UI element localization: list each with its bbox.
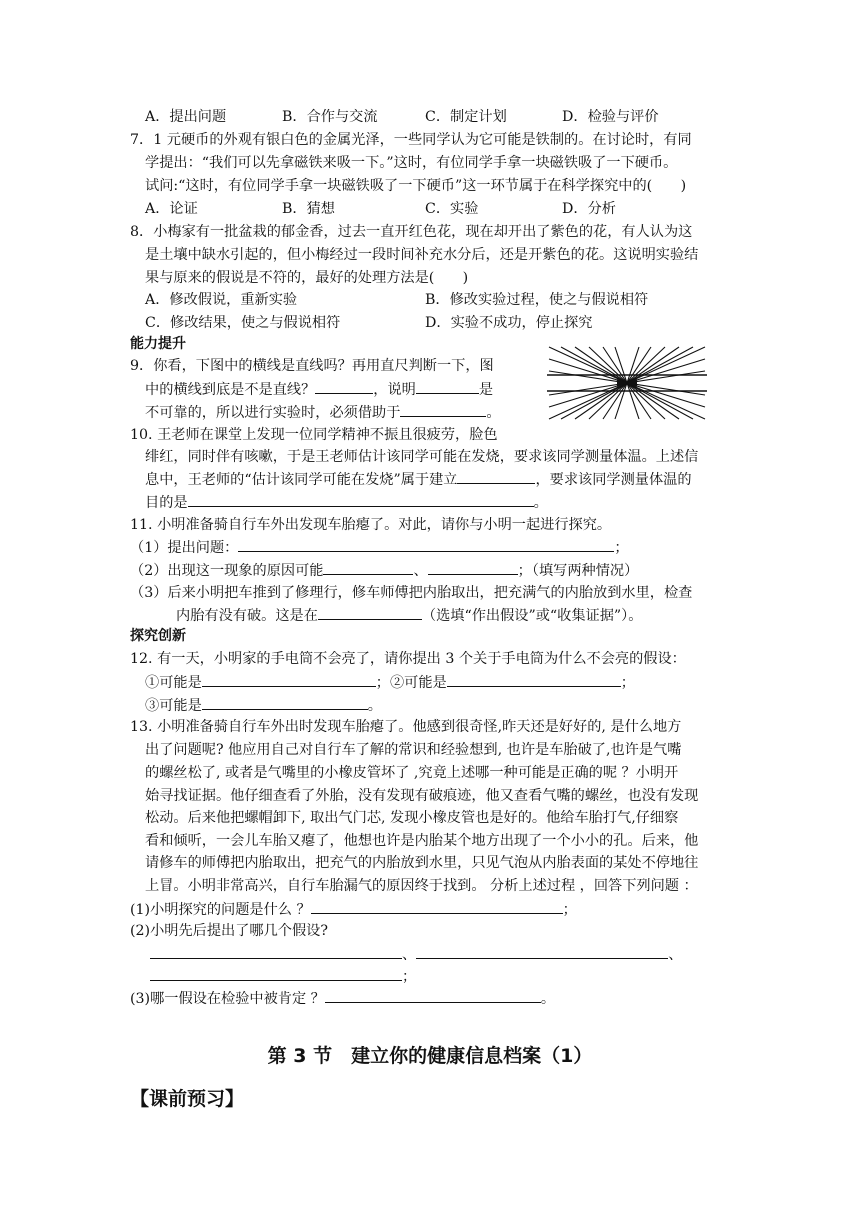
q11-blank-1[interactable] (238, 537, 614, 552)
q10-line3-text-b: ，要求该同学测量体温的 (535, 472, 692, 488)
q11-sub1-end: ； (614, 540, 629, 556)
q13-text-line-4: 始寻找证据。他仔细查看了外胎，没有发现有破痕迹，他又查看气嘴的螺丝，也没有发现 (145, 788, 699, 804)
q13-a1-end: ； (562, 902, 577, 918)
section-heading-explore: 探究创新 (130, 628, 186, 644)
q8-text-line-2: 是土壤中缺水引起的，但小梅经过一段时间补充水分后，还是开紫色的花。这说明实验结 (145, 247, 699, 263)
q9-text-line-2 (145, 379, 493, 400)
q11-sub-1 (130, 537, 629, 558)
q9-line2-text-c: 是 (478, 382, 494, 398)
q10-line4-text-a: 目的是 (145, 495, 188, 511)
q8-text-line-1: 8．小梅家有一批盆栽的郁金香，过去一直开红色花，现在却开出了紫色的花，有人认为这 (130, 224, 693, 240)
q11-blank-3[interactable] (428, 560, 518, 575)
q13-answer-2-blanks-line-2 (150, 966, 416, 987)
optical-illusion-figure (547, 345, 707, 421)
q13-a3-text: (3)哪一假设在检验中被肯定 ？ (130, 991, 325, 1007)
q13-blank-1[interactable] (311, 899, 563, 914)
q13-text-line-5: 松动。后来他把螺帽卸下, 取出气门芯, 发现小橡皮管也是好的。他给车胎打气,仔细察 (145, 810, 679, 826)
q11-sub-3-line-2 (176, 605, 642, 626)
q12-l2-text-b: ；②可能是 (375, 675, 447, 691)
q12-text-line-3 (145, 695, 382, 716)
q6-option-d: D．检验与评价 (562, 109, 659, 125)
q11-sub1-text: （1）提出问题： (130, 540, 239, 556)
q7-text-line-1: 7．1 元硬币的外观有银白色的金属光泽，一些同学认为它可能是铁制的。在讨论时，有同 (130, 132, 692, 148)
q7-option-d: D．分析 (562, 201, 616, 217)
preview-heading: 【课前预习】 (130, 1088, 245, 1110)
section-heading-ability: 能力提升 (130, 336, 186, 352)
q9-line3-text-b: 。 (486, 405, 501, 421)
q8-option-a: A．修改假说，重新实验 (145, 292, 298, 308)
q8-option-b: B．修改实验过程，使之与假说相符 (425, 292, 649, 308)
q13-text-line-3: 的螺丝松了, 或者是气嘴里的小橡皮管坏了 ,究竟上述哪一种可能是正确的呢 ？小明开 (145, 765, 679, 781)
q11-blank-4[interactable] (318, 605, 422, 620)
q13-a2-end: ； (402, 969, 417, 985)
q13-answer-1 (130, 899, 577, 920)
q12-text-line-2 (145, 672, 635, 693)
q12-l3-text-a: ③可能是 (145, 698, 202, 714)
q12-l2-text-c: ； (620, 675, 635, 691)
q13-text-line-7: 请修车的师傅把内胎取出，把充气的内胎放到水里，只见气泡从内胎表面的某处不停地往 (145, 855, 699, 871)
q8-option-d: D．实验不成功，停止探究 (425, 315, 593, 331)
q6-option-b: B．合作与交流 (282, 109, 378, 125)
q10-line3-text-a: 息中，王老师的“估计该同学可能在发烧”属于建立 (145, 472, 458, 488)
q13-text-line-2: 出了问题呢? 他应用自己对自行车了解的常识和经验想到, 也许是车胎破了,也许是气嘴 (145, 742, 682, 758)
q13-answer-3 (130, 988, 555, 1009)
q13-a1-text: (1)小明探究的问题是什么 ？ (130, 902, 311, 918)
q11-sub3-text: 内胎有没有破。这是在 (176, 608, 318, 624)
q12-text-line-1: 12. 有一天，小明家的手电筒不会亮了，请你提出 3 个关于手电筒为什么不会亮的假设： (130, 651, 686, 667)
q13-answer-2-blanks-line-1 (150, 944, 682, 965)
q9-line2-text-b: ，说明 (373, 382, 416, 398)
q13-text-line-6: 看和倾听，一会儿车胎又瘪了，他想也许是内胎某个地方出现了一个小小的孔。后来，他 (145, 833, 699, 849)
q12-blank-1[interactable] (202, 672, 376, 687)
q11-sub2-sep: 、 (413, 563, 428, 579)
q7-option-c: C．实验 (425, 201, 479, 217)
q7-option-a: A．论证 (145, 201, 198, 217)
q10-text-line-2: 绯红，同时伴有咳嗽，于是王老师估计该同学可能在发烧，要求该同学测量体温。上述信 (145, 449, 699, 465)
q10-text-line-1: 10. 王老师在课堂上发现一位同学精神不振且很疲劳，脸色 (130, 427, 498, 443)
q12-blank-3[interactable] (202, 695, 368, 710)
q7-option-b: B．猜想 (282, 201, 335, 217)
q13-a3-end: 。 (540, 991, 556, 1007)
q11-text-line-1: 11. 小明准备骑自行车外出发现车胎瘪了。对此，请你与小明一起进行探究。 (130, 517, 612, 533)
q7-text-line-3: 试问:“这时，有位同学手拿一块磁铁吸了一下硬币”这一环节属于在科学探究中的( ) (145, 178, 687, 194)
q7-text-line-2: 学提出：“我们可以先拿磁铁来吸一下。”这时，有位同学手拿一块磁铁吸了一下硬币。 (145, 155, 678, 171)
q13-blank-5[interactable] (325, 988, 541, 1003)
q8-option-c: C．修改结果，使之与假说相符 (145, 315, 341, 331)
q13-text-line-1: 13. 小明准备骑自行车外出时发现车胎瘪了。他感到很奇怪,昨天还是好好的, 是什么地方 (130, 719, 682, 735)
q12-blank-2[interactable] (447, 672, 621, 687)
q11-blank-2[interactable] (323, 560, 413, 575)
q10-blank-2[interactable] (188, 492, 534, 507)
q6-option-c: C．制定计划 (425, 109, 507, 125)
q13-text-line-8: 上冒。小明非常高兴，自行车胎漏气的原因终于找到。 分析上述过程 ，回答下列问题 ： (145, 878, 698, 894)
q9-line3-text-a: 不可靠的，所以进行实验时，必须借助于 (145, 405, 401, 421)
q9-text-line-1: 9．你看，下图中的横线是直线吗？再用直尺判断一下，图 (130, 358, 494, 374)
q6-option-a: A．提出问题 (145, 109, 227, 125)
q9-blank-2[interactable] (416, 379, 479, 394)
q8-text-line-3: 果与原来的假说是不符的，最好的处理方法是( ) (145, 270, 469, 286)
q11-sub2-text: （2）出现这一现象的原因可能 (130, 563, 324, 579)
q12-l2-text-a: ①可能是 (145, 675, 202, 691)
q9-line2-text-a: 中的横线到底是不是直线？ (145, 382, 316, 398)
q10-text-line-4 (145, 492, 548, 513)
q10-blank-1[interactable] (457, 469, 535, 484)
q11-sub2-end: ；（填写两种情况） (517, 563, 639, 579)
q13-a2-sep-2: 、 (668, 947, 683, 963)
q9-blank-1[interactable] (315, 379, 373, 394)
q13-blank-4[interactable] (150, 966, 402, 981)
q13-blank-3[interactable] (416, 944, 668, 959)
q13-a2-sep-1: 、 (402, 947, 417, 963)
q11-sub-2 (130, 560, 638, 581)
section-title: 第 3 节 建立你的健康信息档案（1） (267, 1045, 593, 1067)
q9-text-line-3 (145, 402, 501, 423)
q11-sub-3-line-1: （3）后来小明把车推到了修理行，修车师傅把内胎取出，把充满气的内胎放到水里，检查 (130, 585, 693, 601)
q13-blank-2[interactable] (150, 944, 402, 959)
q9-blank-3[interactable] (400, 402, 486, 417)
q11-sub3-end: （选填“作出假设”或“收集证据”）。 (421, 608, 643, 624)
q10-text-line-3 (145, 469, 692, 490)
q12-l3-text-b: 。 (367, 698, 382, 714)
q13-answer-2: (2)小明先后提出了哪几个假设? (130, 923, 328, 939)
q10-line4-text-b: 。 (533, 495, 548, 511)
